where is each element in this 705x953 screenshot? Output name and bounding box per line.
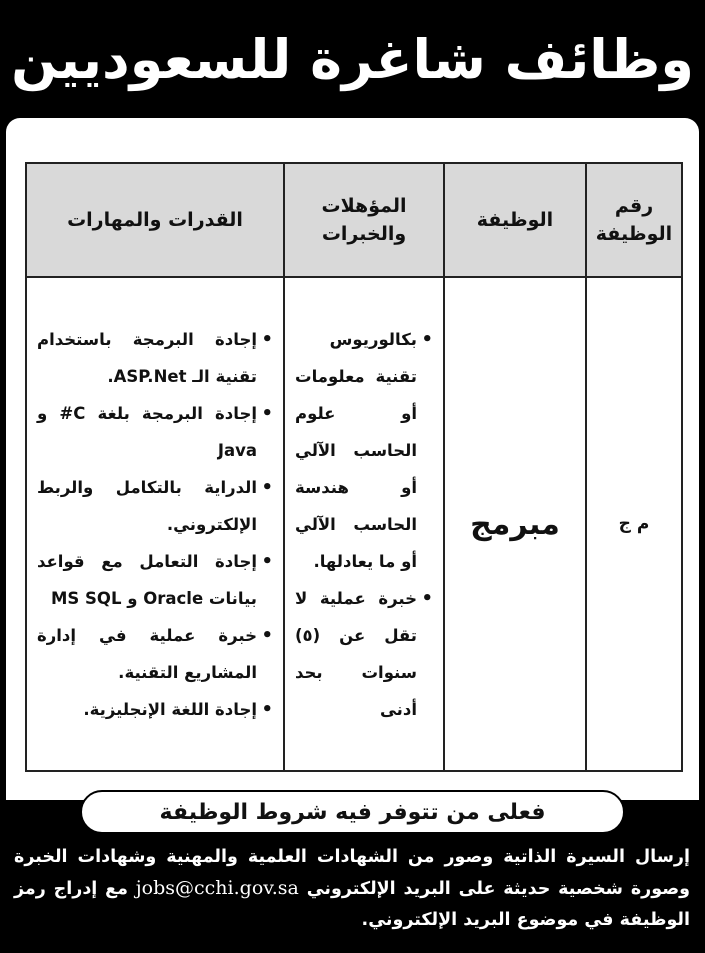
list-item: • إجادة البرمجة بلغة C# و Java [37, 395, 273, 469]
col-header-job-title: الوظيفة [444, 163, 586, 277]
email-address[interactable]: jobs@cchi.gov.sa [135, 877, 299, 899]
table-row [26, 277, 682, 771]
col-header-skills: القدرات والمهارات [26, 163, 284, 277]
table-header-row [26, 163, 682, 277]
instructions-text-end: مع إدراج رمز الوظيفة في موضوع البريد الإلكتروني. [14, 879, 690, 930]
skills-cell [26, 277, 284, 771]
job-number-cell: م ج [586, 277, 682, 771]
col-header-job-number: رقم الوظيفة [586, 163, 682, 277]
content-panel [6, 118, 699, 800]
job-title-cell: مبرمج [444, 277, 586, 771]
application-instructions [14, 842, 690, 936]
list-item: • إجادة اللغة الإنجليزية. [37, 691, 273, 728]
page-title: وظائف شاغرة للسعوديين [11, 27, 694, 91]
list-item: • إجادة البرمجة باستخدام تقنية الـ ASP.Net. [37, 321, 273, 395]
col-header-qualifications: المؤهلات والخبرات [284, 163, 444, 277]
list-item: • إجادة التعامل مع قواعد بيانات Oracle و MS SQL [37, 543, 273, 617]
list-item: • بكالوريوس تقنية معلومات أو علوم الحاسب الآلي أو هندسة الحاسب الآلي أو ما يعادلها. [295, 321, 433, 580]
jobs-table [25, 162, 683, 772]
instructions-text: إرسال السيرة الذاتية وصور من الشهادات العلمية والمهنية وشهادات الخبرة وصورة شخصية حديثة على البريد الإلكتروني [14, 847, 690, 899]
list-item: • خبرة عملية في إدارة المشاريع التقنية. [37, 617, 273, 691]
qualifications-cell [284, 277, 444, 771]
list-item: • خبرة عملية لا تقل عن (٥) سنوات بحد أدنى [295, 580, 433, 728]
list-item: • الدراية بالتكامل والربط الإلكتروني. [37, 469, 273, 543]
eligibility-banner: فعلى من تتوفر فيه شروط الوظيفة [80, 790, 625, 834]
